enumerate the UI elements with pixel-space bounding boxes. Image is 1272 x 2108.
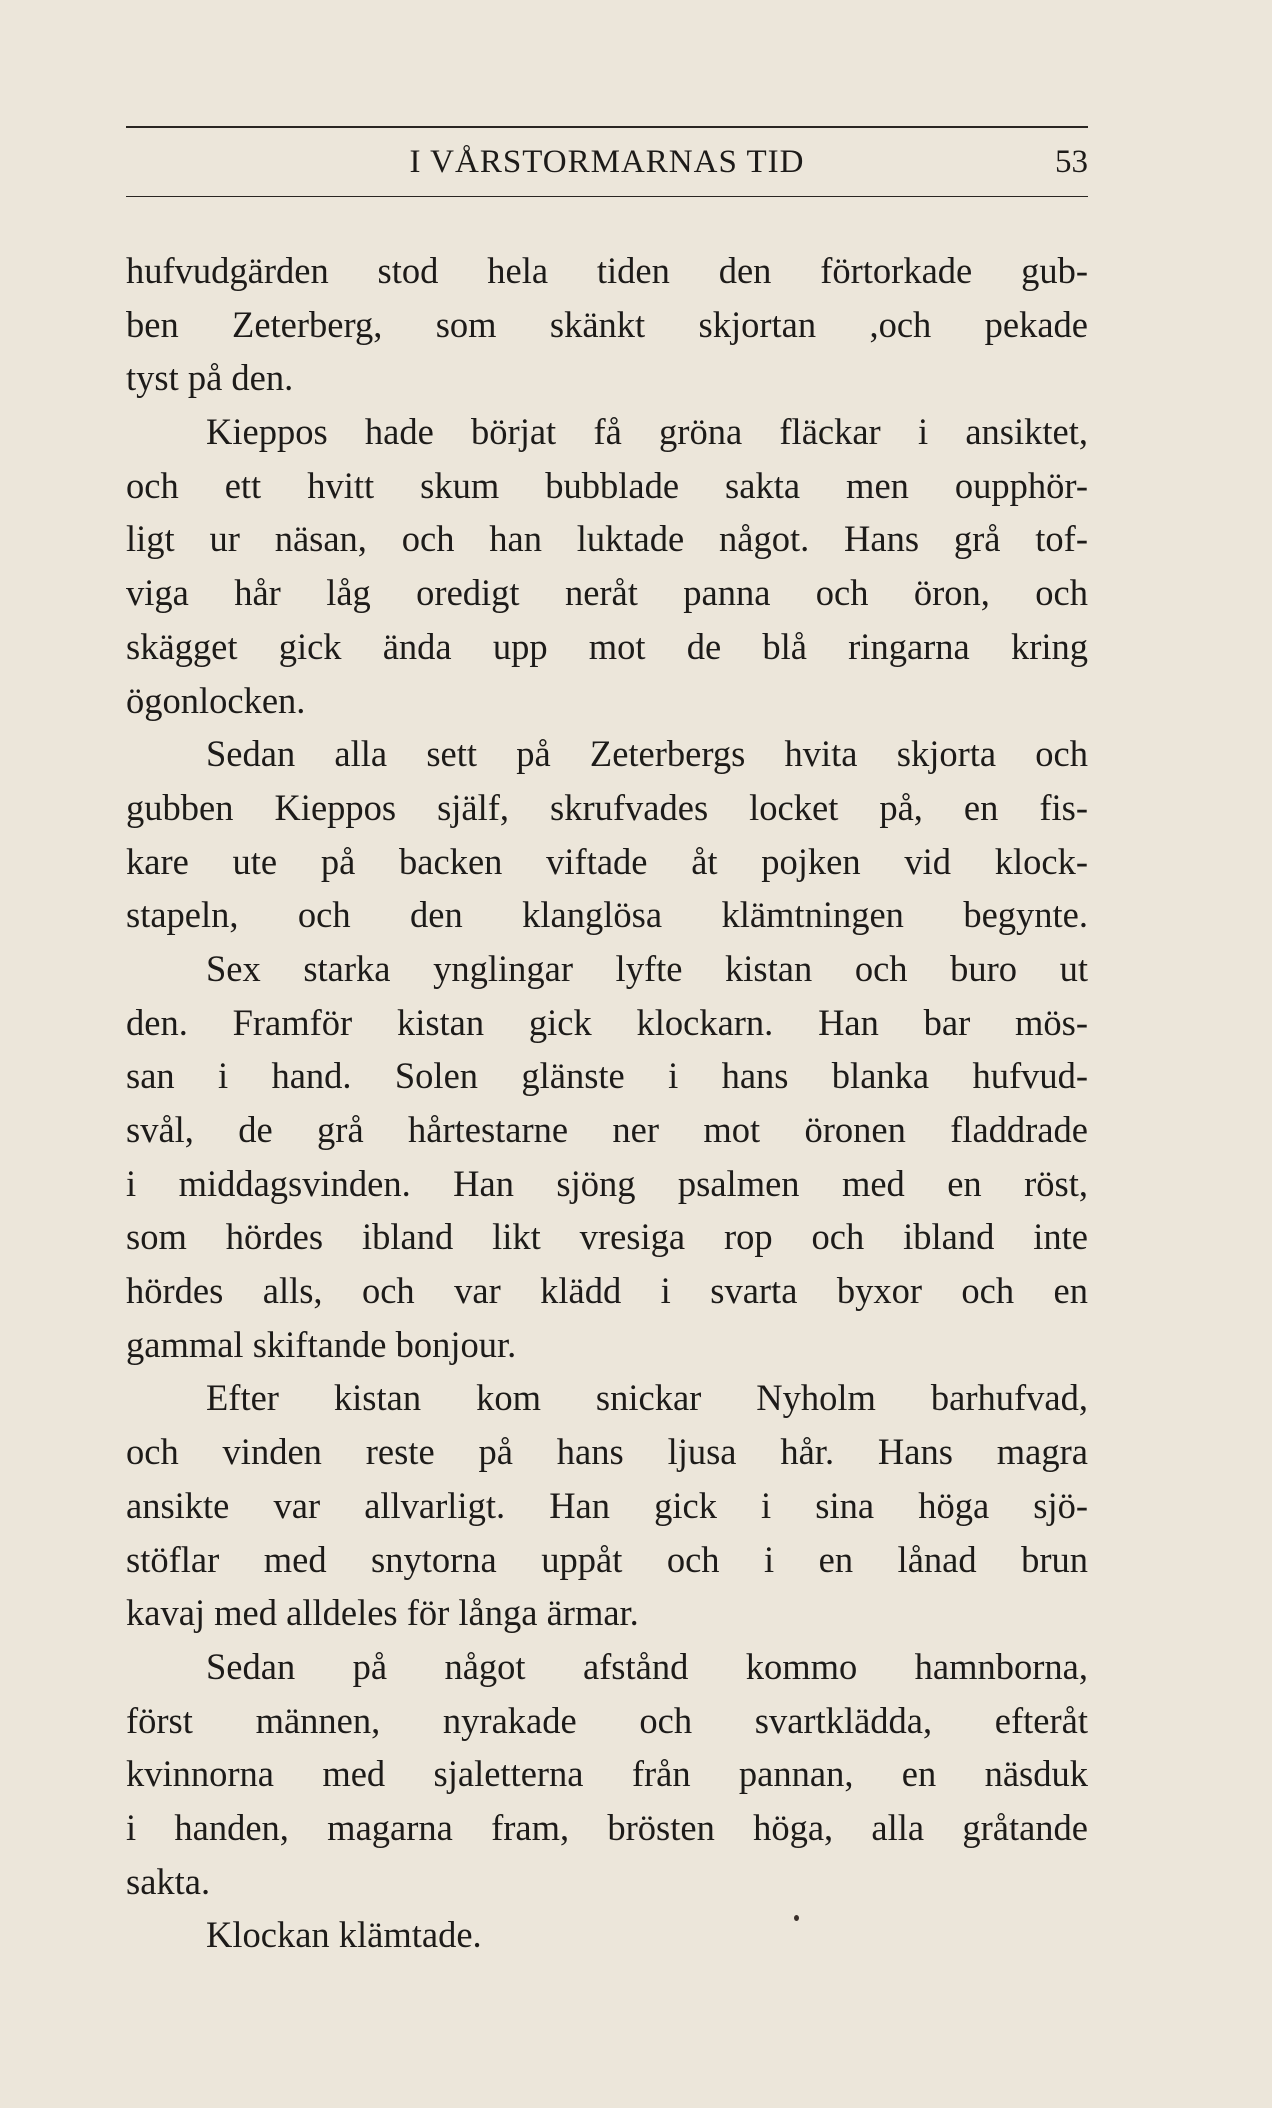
text-line: gubben Kieppos själf, skrufvades locket på, en fis- <box>126 786 1088 828</box>
text-line: stöflar med snytorna uppåt och i en lånad brun <box>126 1538 1088 1580</box>
ink-speck <box>794 1915 799 1921</box>
running-head <box>126 136 1088 188</box>
text-line: kvinnorna med sjaletterna från pannan, en näsduk <box>126 1753 1088 1795</box>
running-title: I VÅRSTORMARNAS TID <box>409 144 805 180</box>
text-line: ben Zeterberg, som skänkt skjortan ,och pekade <box>126 303 1088 345</box>
text-line: först männen, nyrakade och svartklädda, efteråt <box>126 1699 1088 1741</box>
text-line: san i hand. Solen glänste i hans blanka hufvud- <box>126 1055 1088 1097</box>
text-line: viga hår låg oredigt neråt panna och öron, och <box>126 572 1088 614</box>
text-line: hördes alls, och var klädd i svarta byxor och en <box>126 1270 1088 1312</box>
text-line: sakta. <box>126 1860 211 1902</box>
text-line: stapeln, och den klanglösa klämtningen begynte. <box>126 894 1088 936</box>
text-line: skägget gick ända upp mot de blå ringarna kring <box>126 625 1088 667</box>
text-line: den. Framför kistan gick klockarn. Han bar mös- <box>126 1001 1088 1043</box>
text-line: ligt ur näsan, och han luktade något. Hans grå tof- <box>126 518 1088 560</box>
text-line: Sedan alla sett på Zeterbergs hvita skjorta och <box>206 733 1088 775</box>
page-number: 53 <box>1055 144 1088 180</box>
text-line: och ett hvitt skum bubblade sakta men oupphör- <box>126 464 1088 506</box>
text-line: kare ute på backen viftade åt pojken vid klock- <box>126 840 1088 882</box>
text-line: svål, de grå hårtestarne ner mot öronen fladdrade <box>126 1109 1088 1150</box>
text-line: Sedan på något afstånd kommo hamnborna, <box>206 1645 1088 1687</box>
text-line: Klockan klämtade. <box>206 1914 482 1956</box>
header-rule-top <box>126 126 1088 128</box>
text-line: i handen, magarna fram, brösten höga, alla gråtande <box>126 1806 1088 1848</box>
text-line: tyst på den. <box>126 357 294 399</box>
header-rule-bottom <box>126 196 1088 197</box>
text-line: som hördes ibland likt vresiga rop och ibland inte <box>126 1216 1088 1258</box>
text-line: Kieppos hade börjat få gröna fläckar i ansiktet, <box>206 411 1088 453</box>
text-line: Efter kistan kom snickar Nyholm barhufvad, <box>206 1377 1088 1419</box>
text-line: ansikte var allvarligt. Han gick i sina höga sjö- <box>126 1484 1088 1526</box>
body-text <box>126 244 1088 1962</box>
text-line: kavaj med alldeles för långa ärmar. <box>126 1592 639 1634</box>
text-line: och vinden reste på hans ljusa hår. Hans magra <box>126 1431 1088 1473</box>
text-line: ögonlocken. <box>126 679 306 721</box>
text-line: gammal skiftande bonjour. <box>126 1323 517 1365</box>
text-line: hufvudgärden stod hela tiden den förtorkade gub- <box>126 250 1088 291</box>
text-line: Sex starka ynglingar lyfte kistan och buro ut <box>206 947 1088 989</box>
text-line: i middagsvinden. Han sjöng psalmen med en röst, <box>126 1162 1088 1204</box>
